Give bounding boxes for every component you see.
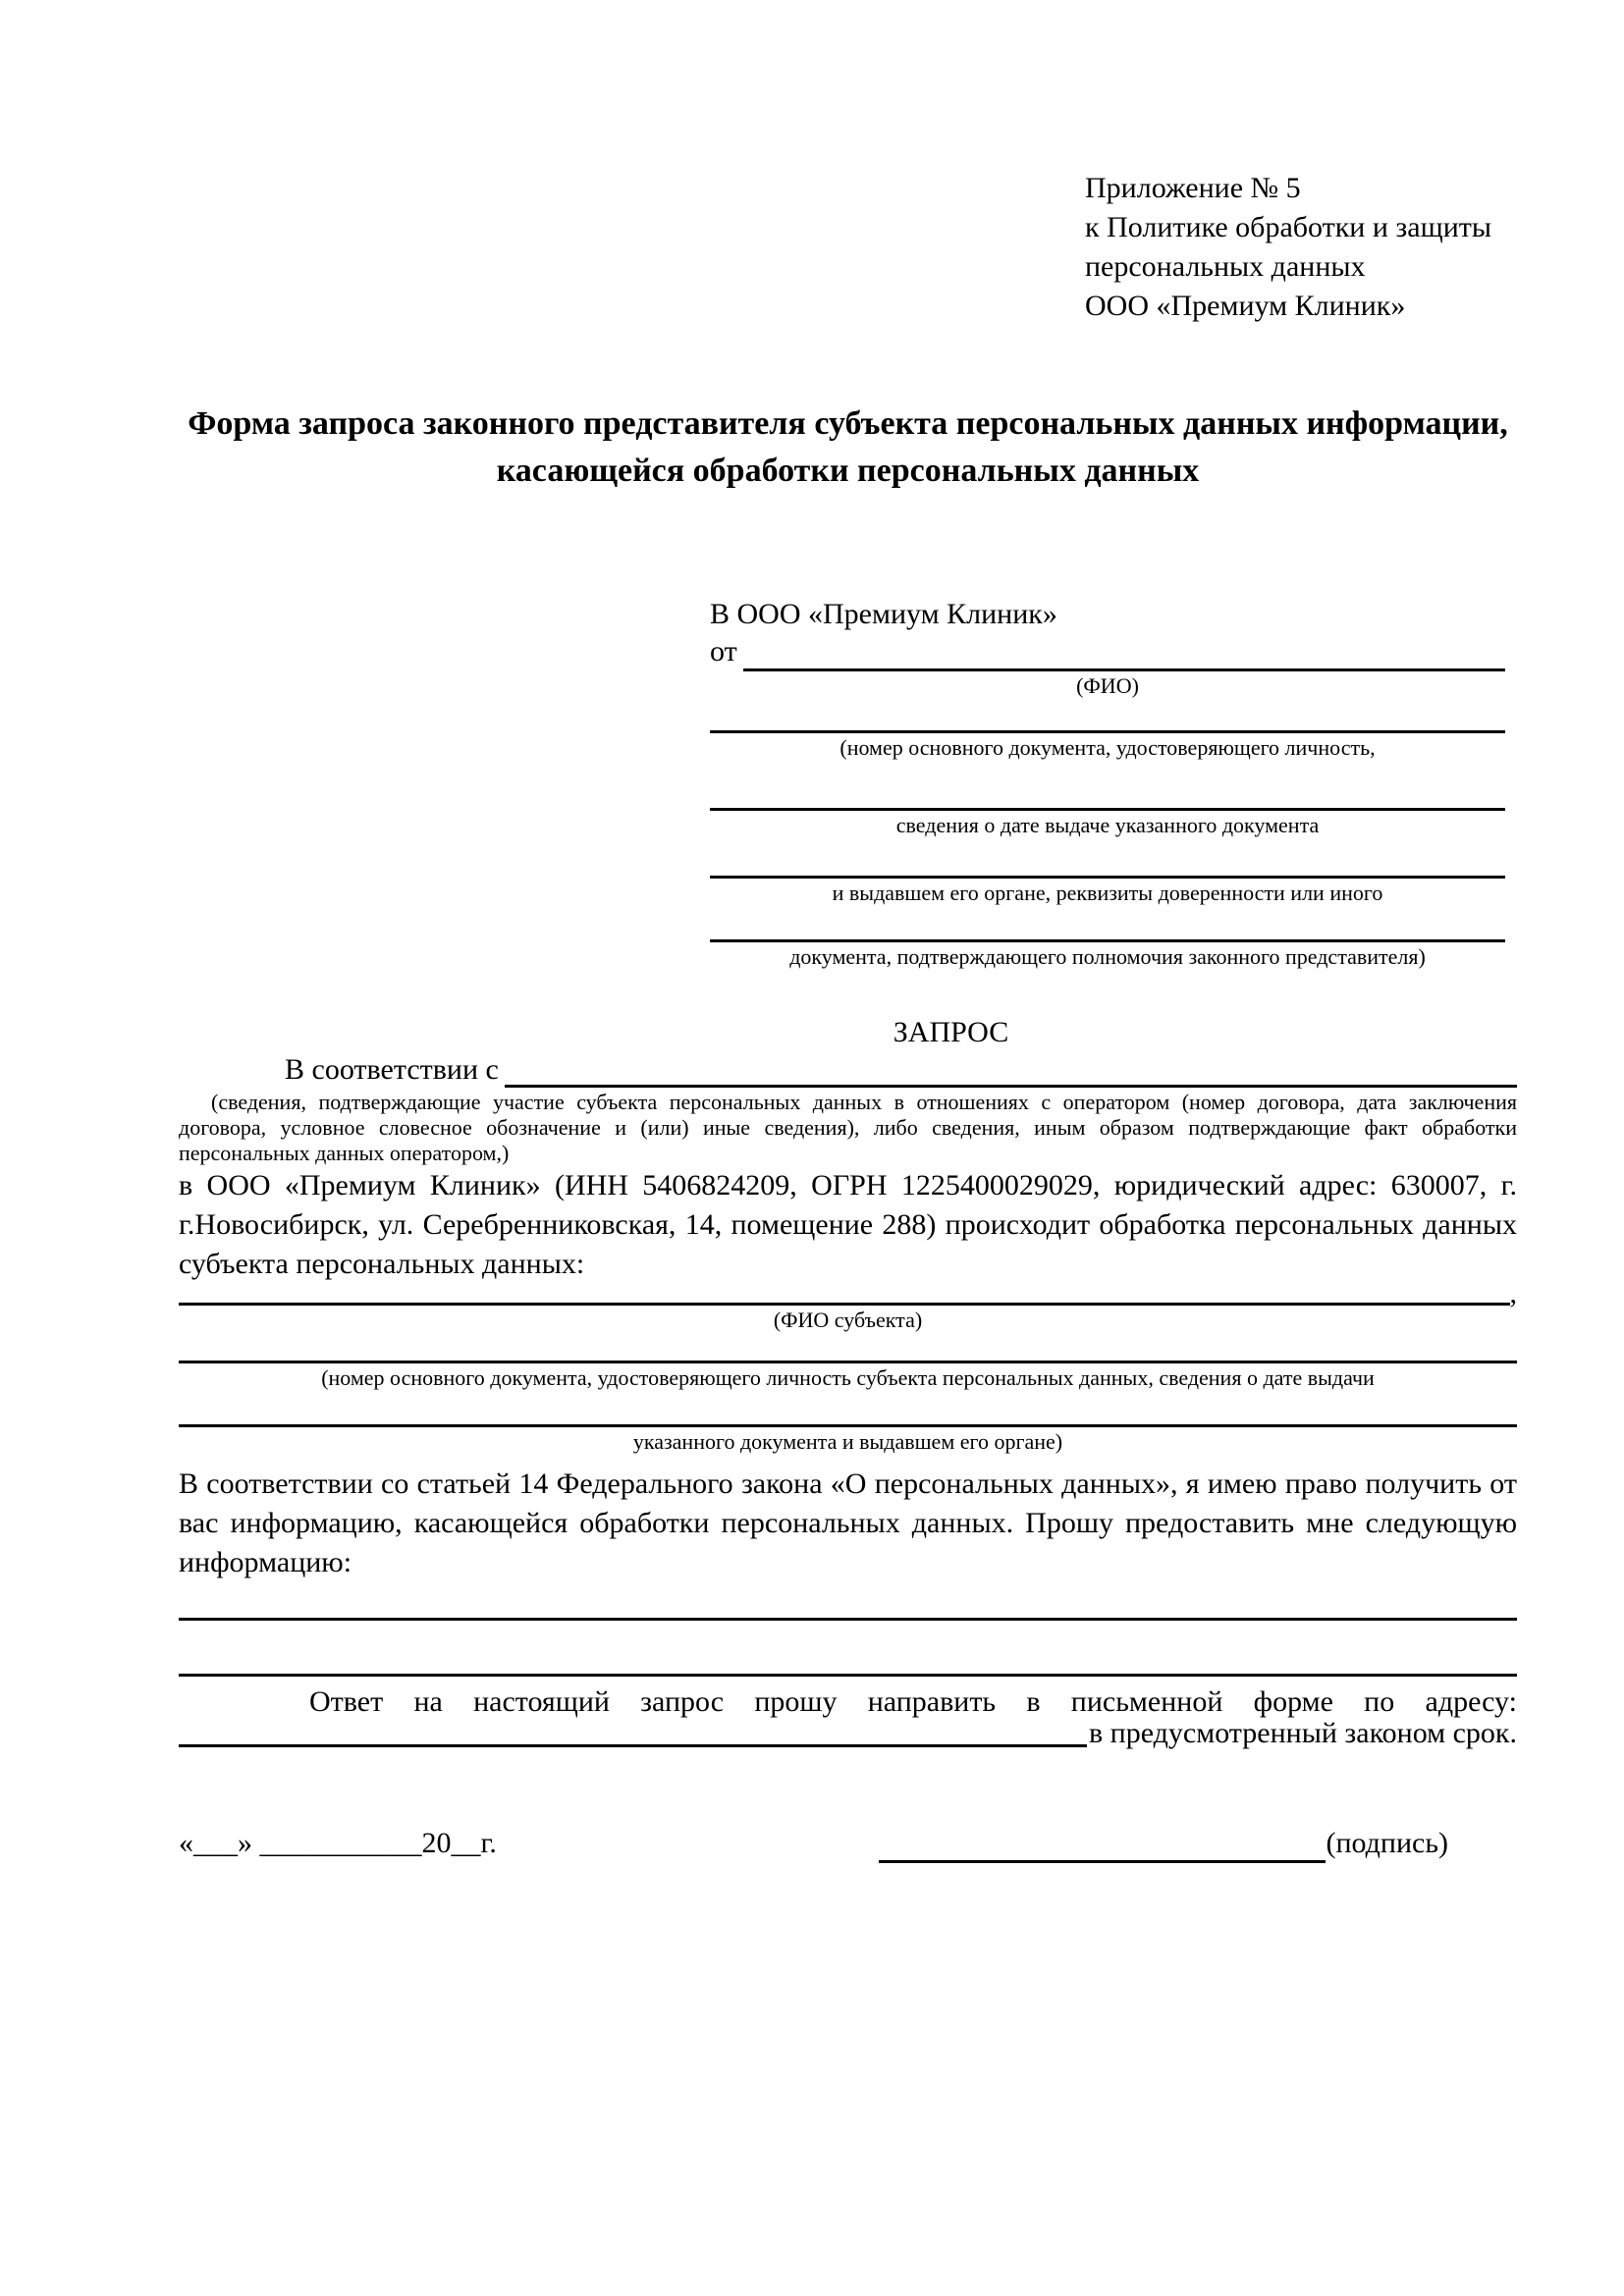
subject-fio-blank-line xyxy=(179,1281,1510,1306)
blank-caption: документа, подтверждающего полномочия законного представителя) xyxy=(789,944,1426,969)
from-row xyxy=(710,634,1505,671)
blank-caption: (номер основного документа, удостоверяющего личность, xyxy=(839,735,1376,760)
subject-fio-caption: (ФИО субъекта) xyxy=(773,1308,923,1332)
relation-details-blank-line xyxy=(505,1052,1517,1088)
requested-info-blank-line xyxy=(179,1582,1517,1621)
fio-caption: (ФИО) xyxy=(1076,673,1139,698)
answer-address-blank-line xyxy=(179,1719,1087,1747)
accordance-lead: В соответствии с xyxy=(285,1053,499,1086)
subject-fio-comma: , xyxy=(1509,1277,1517,1309)
request-heading: ЗАПРОС xyxy=(893,1016,1009,1048)
addressee-organization: В ООО «Премиум Клиник» xyxy=(710,598,1057,630)
representative-fio-blank-line xyxy=(743,634,1505,671)
accordance-row xyxy=(179,1052,1517,1088)
blank-field-group xyxy=(710,761,1505,838)
accordance-caption: (сведения, подтверждающие участие субъекта персональных данных в отношениях с оператором (номер договора, дата заключения договора, условное словесное обозначение и (или) иные сведения), либо сведения, иным образом подтверждающие факт обработки персональных данных оператором,) xyxy=(179,1090,1517,1165)
document-content xyxy=(179,0,1517,1863)
date-blank: «___» ___________20__г. xyxy=(179,1827,497,1859)
answer-address-row xyxy=(179,1717,1517,1749)
signature-blank-line xyxy=(879,1827,1326,1863)
subject-issuer-blank-line xyxy=(179,1391,1517,1427)
requested-info-blank-line xyxy=(179,1621,1517,1677)
subject-document-caption: (номер основного документа, удостоверяющего личность субъекта персональных данных, сведения о дате выдачи xyxy=(321,1365,1375,1390)
signature-caption: (подпись) xyxy=(1326,1827,1448,1859)
annex-line: персональных данных xyxy=(1085,250,1366,283)
blank-field-group xyxy=(710,906,1505,970)
document-number-blank-line xyxy=(710,699,1505,733)
issuing-authority-blank-line xyxy=(710,838,1505,879)
issue-date-blank-line xyxy=(710,761,1505,811)
annex-block xyxy=(1085,0,1517,326)
authority-document-blank-line xyxy=(710,906,1505,942)
document-title: Форма запроса законного представителя субъекта персональных данных информации, касающейся обработки персональных данных xyxy=(188,405,1508,489)
answer-tail-text: в предусмотренный законом срок. xyxy=(1089,1717,1517,1749)
subject-issuer-caption: указанного документа и выдавшем его органе) xyxy=(632,1429,1063,1454)
annex-line: Приложение № 5 xyxy=(1085,172,1301,204)
blank-caption: сведения о дате выдаче указанного документа xyxy=(895,813,1320,837)
from-label: от xyxy=(710,635,737,667)
subject-document-blank-line xyxy=(179,1333,1517,1363)
footer-row xyxy=(179,1824,1517,1863)
addressee-block xyxy=(710,595,1505,970)
annex-line: ООО «Премиум Клиник» xyxy=(1085,290,1406,322)
answer-paragraph: Ответ на настоящий запрос прошу направить в письменной форме по адресу: xyxy=(309,1685,1517,1718)
signature-group xyxy=(879,1824,1448,1863)
annex-line: к Политике обработки и защиты xyxy=(1085,211,1492,243)
operator-paragraph: в ООО «Премиум Клиник» (ИНН 5406824209, ОГРН 1225400029029, юридический адрес: 630007, г. г.Новосибирск, ул. Серебренниковская, 14, помещение 288) происходит обработка персональных данных субъекта персональных данных: xyxy=(179,1169,1517,1280)
law-paragraph: В соответствии со статьей 14 Федерального закона «О персональных данных», я имею право получить от вас информацию, касающейся обработки персональных данных. Прошу предоставить мне следующую информацию: xyxy=(179,1468,1517,1578)
subject-fio-row xyxy=(179,1277,1517,1309)
blank-field-group xyxy=(710,699,1505,761)
blank-field-group xyxy=(710,838,1505,906)
blank-caption: и выдавшем его органе, реквизиты доверенности или иного xyxy=(832,881,1383,905)
